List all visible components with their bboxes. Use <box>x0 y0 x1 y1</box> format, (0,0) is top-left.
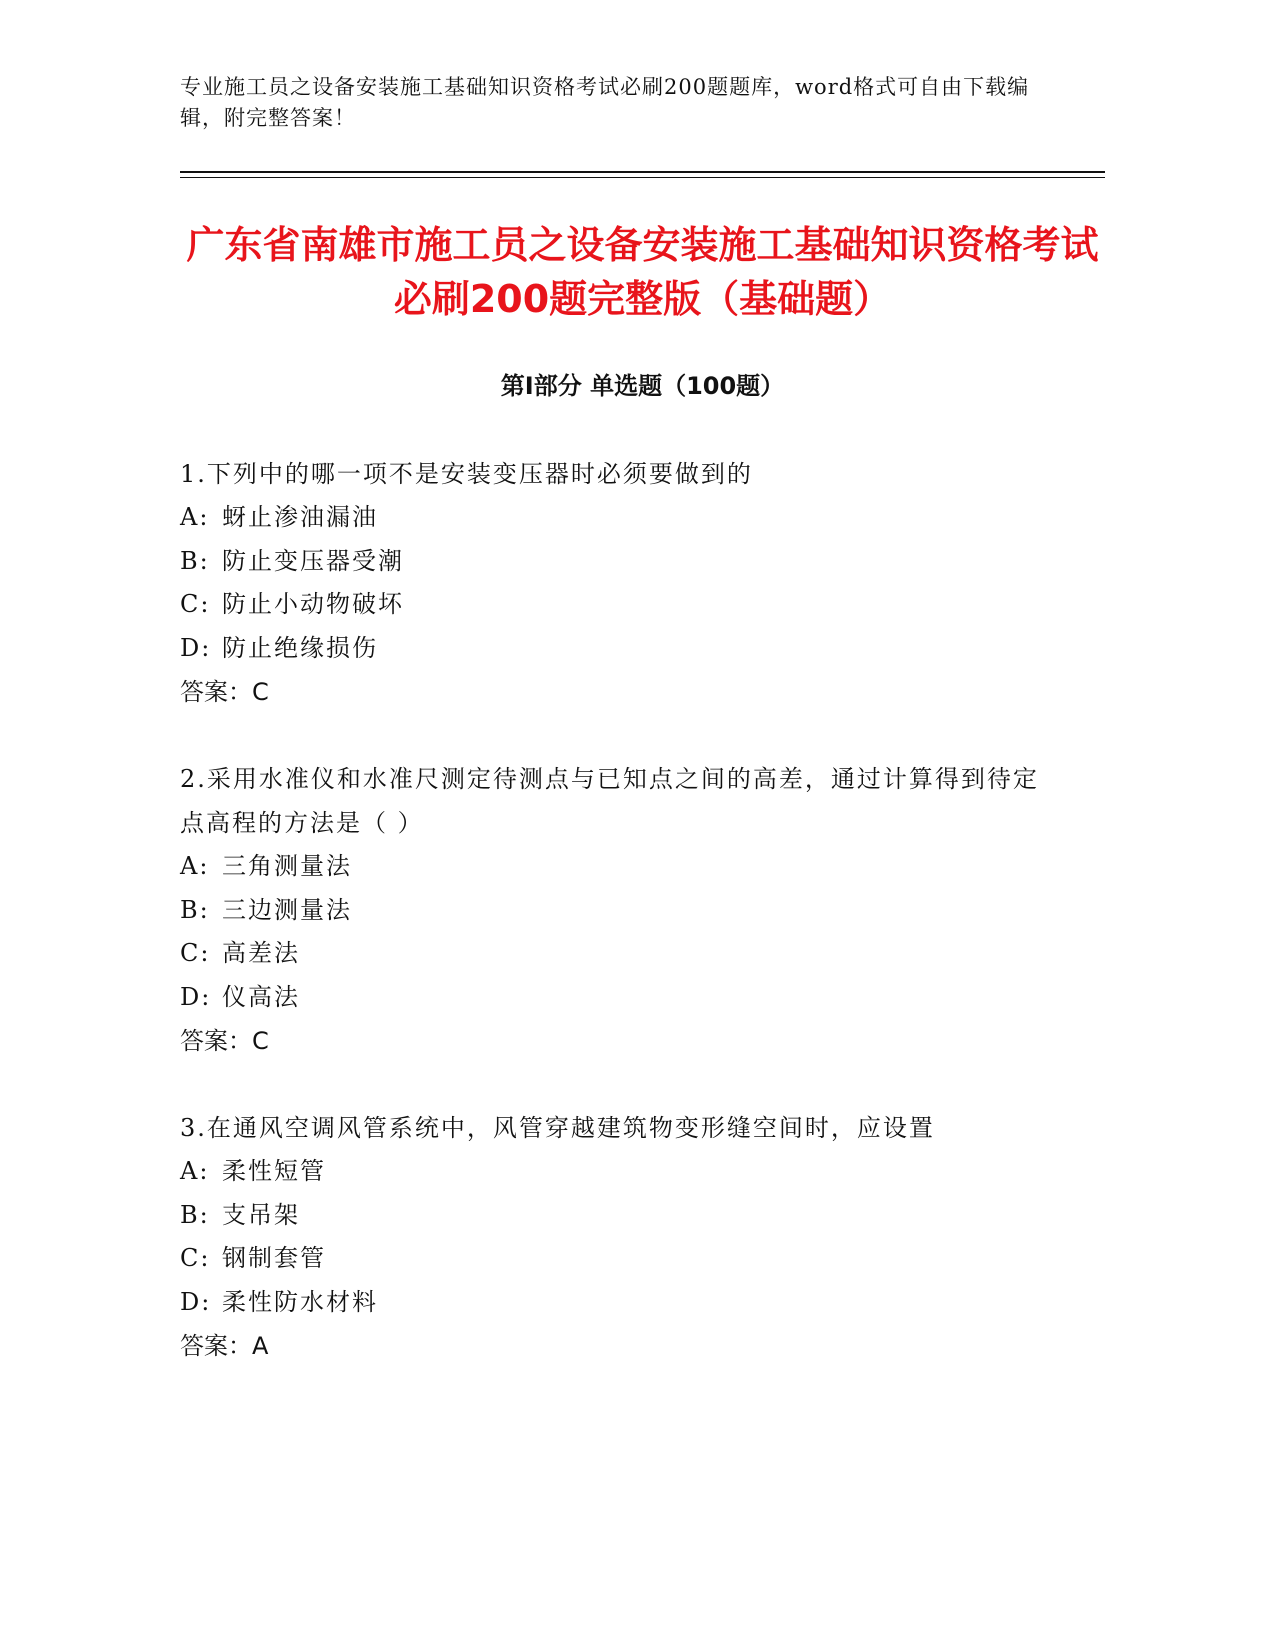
option-text: 柔性短管 <box>222 1157 326 1185</box>
option-a <box>180 496 1060 540</box>
option-text: 柔性防水材料 <box>222 1287 378 1316</box>
answer: 答案：A <box>180 1332 269 1360</box>
question-stem: 2.采用水准仪和水准尺测定待测点与已知点之间的高差，通过计算得到待定点高程的方法是（ ） <box>180 765 1039 837</box>
question-2 <box>180 757 1060 1063</box>
option-letter: A: <box>180 1157 210 1185</box>
header-divider-thin <box>180 177 1105 178</box>
option-letter: C: <box>180 1244 211 1272</box>
option-d <box>180 627 1060 671</box>
header-note: 专业施工员之设备安装施工基础知识资格考试必刷200题题库，word格式可自由下载编辑，附完整答案！ <box>180 75 1030 130</box>
option-text: 仪高法 <box>222 982 300 1011</box>
question-list <box>180 452 1060 1411</box>
option-b <box>180 1194 1060 1238</box>
question-stem: 3.在通风空调风管系统中，风管穿越建筑物变形缝空间时，应设置 <box>180 1114 935 1142</box>
option-text: 支吊架 <box>222 1200 300 1229</box>
answer: 答案：C <box>180 1027 269 1055</box>
option-letter: B: <box>180 895 210 924</box>
option-c <box>180 583 1060 627</box>
option-b <box>180 889 1060 933</box>
option-c <box>180 1237 1060 1281</box>
option-letter: D: <box>180 982 212 1011</box>
option-b <box>180 540 1060 584</box>
option-letter: A: <box>180 503 210 531</box>
option-text: 蚜止渗油漏油 <box>222 503 378 531</box>
option-letter: D: <box>180 1287 212 1316</box>
option-text: 防止小动物破坏 <box>222 590 404 618</box>
section-heading: 第Ⅰ部分 单选题（100题） <box>500 372 785 400</box>
option-text: 高差法 <box>222 939 300 967</box>
option-text: 防止变压器受潮 <box>222 546 404 575</box>
option-d <box>180 1281 1060 1325</box>
answer: 答案：C <box>180 678 269 706</box>
option-letter: C: <box>180 939 211 967</box>
option-text: 钢制套管 <box>222 1244 326 1272</box>
option-a <box>180 1150 1060 1194</box>
option-c <box>180 932 1060 976</box>
option-text: 防止绝缘损伤 <box>222 633 378 662</box>
option-d <box>180 976 1060 1020</box>
document-title: 广东省南雄市施工员之设备安装施工基础知识资格考试必刷200题完整版（基础题） <box>186 223 1099 321</box>
question-1 <box>180 452 1060 714</box>
question-stem: 1.下列中的哪一项不是安装变压器时必须要做到的 <box>180 460 753 488</box>
option-letter: D: <box>180 633 212 662</box>
option-letter: B: <box>180 1200 210 1229</box>
option-letter: B: <box>180 546 210 575</box>
option-a <box>180 845 1060 889</box>
option-text: 三角测量法 <box>222 852 352 880</box>
option-letter: C: <box>180 590 211 618</box>
option-text: 三边测量法 <box>222 895 352 924</box>
header-divider-thick <box>180 171 1105 173</box>
question-3 <box>180 1106 1060 1368</box>
option-letter: A: <box>180 852 210 880</box>
